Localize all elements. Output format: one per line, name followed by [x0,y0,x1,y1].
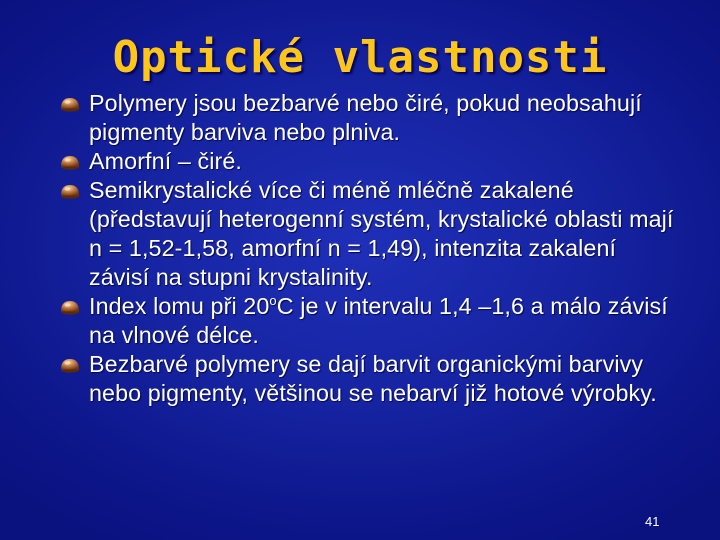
bronze-dome-bullet-icon [60,183,80,199]
slide-title: Optické vlastnosti [112,32,608,83]
bullet-item [60,176,680,292]
bullet-text-part: Index lomu při 20 [89,293,270,319]
bullet-text: Amorfní – čiré. [89,148,242,174]
degree-superscript: o [269,293,277,308]
bullet-item [60,350,680,408]
bullet-text-part: C je v intervalu 1,4 –1,6 a málo závisí na vlnové délce. [89,293,668,348]
bullet-text: Polymery jsou bezbarvé nebo čiré, pokud neobsahují pigmenty barviva nebo plniva. [89,90,642,145]
bullet-text [89,292,680,350]
bullet-list [60,89,680,408]
bronze-dome-bullet-icon [60,357,80,373]
page-number: 41 [645,514,660,529]
bullet-text: Semikrystalické více či méně mléčně zakalené (představují heterogenní systém, krystalické oblasti mají n = 1,52-1,58, amorfní n = 1,49), intenzita zakalení závisí na stupni krystalinity. [89,177,674,290]
bronze-dome-bullet-icon [60,154,80,170]
bronze-dome-bullet-icon [60,299,80,315]
bullet-item [60,147,680,176]
bronze-dome-bullet-icon [60,96,80,112]
bullet-text: Bezbarvé polymery se dají barvit organickými barvivy nebo pigmenty, většinou se nebarví již hotové výrobky. [89,351,657,406]
bullet-item [60,292,680,350]
bullet-item [60,89,680,147]
